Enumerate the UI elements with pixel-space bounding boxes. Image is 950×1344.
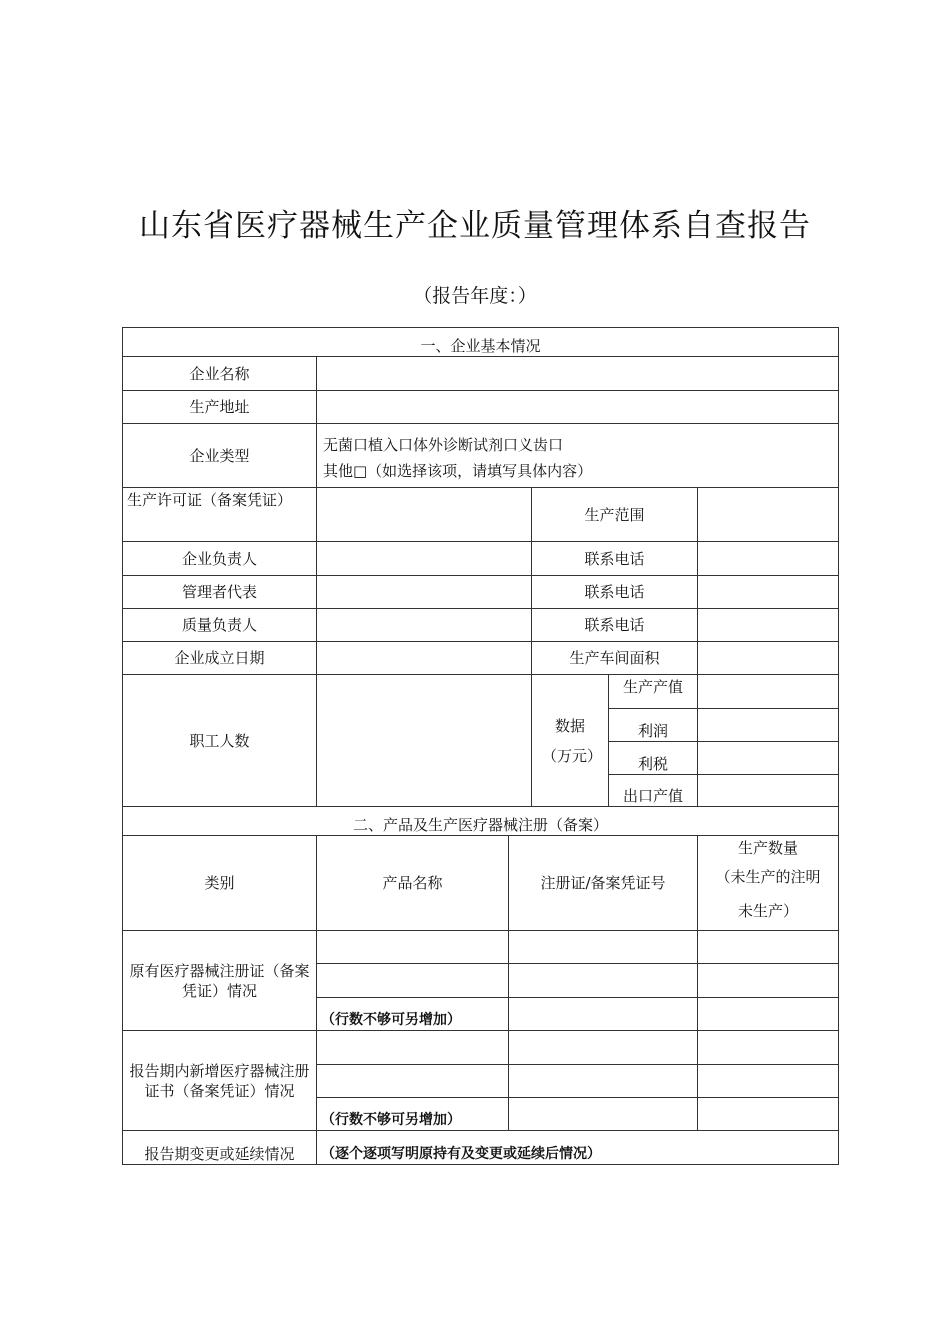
existing-cert-1[interactable] xyxy=(509,931,698,964)
company-name-field[interactable] xyxy=(317,357,839,391)
address-label: 生产地址 xyxy=(123,391,317,424)
col-production-qty xyxy=(698,836,839,931)
scope-label: 生产范围 xyxy=(532,488,698,542)
existing-cert-3[interactable] xyxy=(509,998,698,1031)
output-value-label: 生产产值 xyxy=(609,675,698,709)
quality-leader-phone-field[interactable] xyxy=(698,609,839,642)
quality-leader-phone-label: 联系电话 xyxy=(532,609,698,642)
existing-rows-note: （行数不够可另增加） xyxy=(317,998,509,1031)
qty-header-line2: （未生产的注明 xyxy=(715,868,821,886)
new-qty-2[interactable] xyxy=(698,1065,839,1098)
page-title: 山东省医疗器械生产企业质量管理体系自查报告 xyxy=(139,208,811,244)
existing-product-2[interactable] xyxy=(317,964,509,998)
new-cert-2[interactable] xyxy=(509,1065,698,1098)
data-label: 数据 xyxy=(554,716,585,735)
new-qty-3[interactable] xyxy=(698,1098,839,1131)
leader-label: 企业负责人 xyxy=(123,542,317,576)
new-product-2[interactable] xyxy=(317,1065,509,1098)
workshop-area-label: 生产车间面积 xyxy=(532,642,698,675)
leader-field[interactable] xyxy=(317,542,532,576)
leader-phone-label: 联系电话 xyxy=(532,542,698,576)
profit-field[interactable] xyxy=(698,709,839,742)
report-year: （报告年度：） xyxy=(413,285,537,307)
existing-qty-3[interactable] xyxy=(698,998,839,1031)
address-field[interactable] xyxy=(317,391,839,424)
quality-leader-label: 质量负责人 xyxy=(123,609,317,642)
self-check-form xyxy=(122,327,839,1165)
company-name-label: 企业名称 xyxy=(123,357,317,391)
col-product-name: 产品名称 xyxy=(317,836,509,931)
new-product-1[interactable] xyxy=(317,1031,509,1065)
output-value-field[interactable] xyxy=(698,675,839,709)
col-category: 类别 xyxy=(123,836,317,931)
leader-phone-field[interactable] xyxy=(698,542,839,576)
new-certs-label: 报告期内新增医疗器械注册证书（备案凭证）情况 xyxy=(123,1031,317,1131)
section1-header: 一、企业基本情况 xyxy=(123,328,839,357)
founded-date-label: 企业成立日期 xyxy=(123,642,317,675)
change-renewal-label: 报告期变更或延续情况 xyxy=(123,1131,317,1165)
license-label: 生产许可证（备案凭证） xyxy=(123,488,317,542)
col-cert-number: 注册证/备案凭证号 xyxy=(509,836,698,931)
export-value-field[interactable] xyxy=(698,775,839,807)
quality-leader-field[interactable] xyxy=(317,609,532,642)
new-qty-1[interactable] xyxy=(698,1031,839,1065)
type-options-line1: 无菌口植入口体外诊断试剂口义齿口 xyxy=(323,435,564,454)
scope-field[interactable] xyxy=(698,488,839,542)
manager-rep-phone-field[interactable] xyxy=(698,576,839,609)
type-options-line2: 其他□（如选择该项，请填写具体内容） xyxy=(323,461,593,480)
company-type-label: 企业类型 xyxy=(123,424,317,488)
manager-rep-label: 管理者代表 xyxy=(123,576,317,609)
financial-data-label xyxy=(532,675,609,807)
export-value-label: 出口产值 xyxy=(609,775,698,807)
new-cert-3[interactable] xyxy=(509,1098,698,1131)
change-renewal-note[interactable]: （逐个逐项写明原持有及变更或延续后情况） xyxy=(317,1131,839,1165)
tax-field[interactable] xyxy=(698,742,839,775)
license-field[interactable] xyxy=(317,488,532,542)
company-type-options[interactable] xyxy=(317,424,839,488)
existing-qty-2[interactable] xyxy=(698,964,839,998)
section2-header: 二、产品及生产医疗器械注册（备案） xyxy=(123,807,839,836)
qty-header-line3: 未生产） xyxy=(738,902,799,920)
founded-date-field[interactable] xyxy=(317,642,532,675)
staff-count-field[interactable] xyxy=(317,675,532,807)
profit-label: 利润 xyxy=(609,709,698,742)
new-cert-1[interactable] xyxy=(509,1031,698,1065)
existing-cert-2[interactable] xyxy=(509,964,698,998)
manager-rep-phone-label: 联系电话 xyxy=(532,576,698,609)
workshop-area-field[interactable] xyxy=(698,642,839,675)
existing-qty-1[interactable] xyxy=(698,931,839,964)
qty-header-line1: 生产数量 xyxy=(738,839,799,857)
existing-certs-label: 原有医疗器械注册证（备案凭证）情况 xyxy=(123,931,317,1031)
existing-product-1[interactable] xyxy=(317,931,509,964)
new-rows-note: （行数不够可另增加） xyxy=(317,1098,509,1131)
data-unit: （万元） xyxy=(542,746,603,765)
tax-label: 利税 xyxy=(609,742,698,775)
manager-rep-field[interactable] xyxy=(317,576,532,609)
staff-count-label: 职工人数 xyxy=(123,675,317,807)
